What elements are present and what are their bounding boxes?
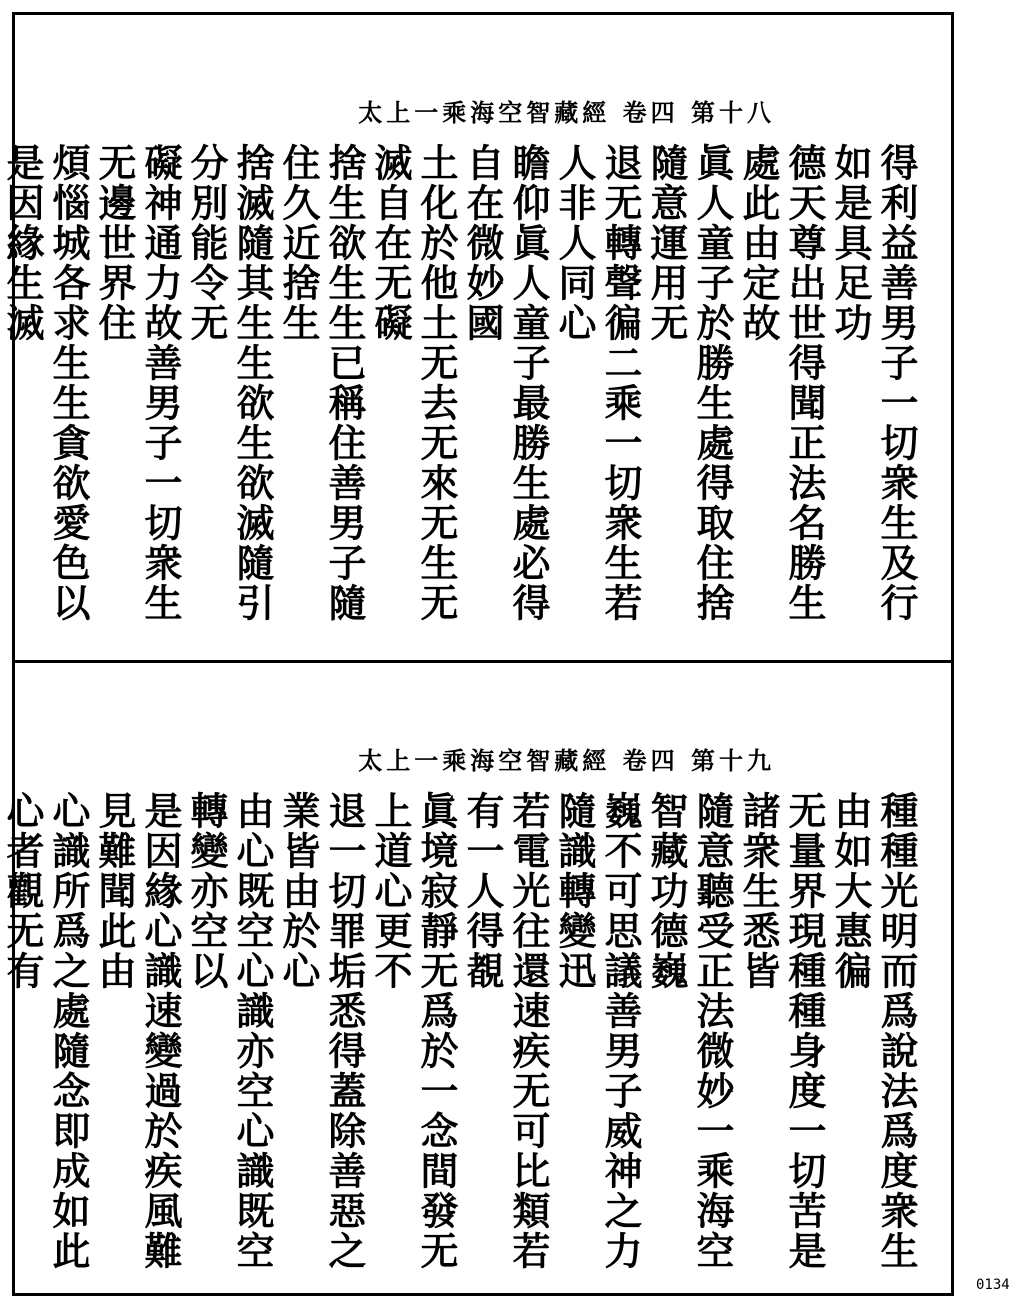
top-column: 瞻仰眞人童子最勝生處必得自在微妙國 <box>460 143 551 623</box>
bottom-column: 若電光往還速疾无可比類若有一人得覩 <box>460 791 551 1271</box>
top-column: 眞人童子於勝生處得取住捨隨意運用无 <box>644 143 735 623</box>
top-panel <box>0 15 951 660</box>
top-column: 德天尊出世得聞正法名勝生處此由定故 <box>736 143 827 623</box>
top-column: 退无轉聲徧二乘一切衆生若人非人同心 <box>552 143 643 623</box>
page-frame <box>0 12 954 1296</box>
top-column: 捨滅隨其生生欲生欲滅隨引分別能令无 <box>184 143 275 623</box>
bottom-body-text <box>0 791 919 1291</box>
bottom-column: 退一切罪垢悉得蓋除善惡之業皆由於心 <box>276 791 367 1271</box>
bottom-column: 種種光明而爲說法爲度衆生由如大惠徧 <box>828 791 919 1271</box>
bottom-column: 是因緣心識速變過於疾風難見難聞此由 <box>92 791 183 1271</box>
top-column: 得利益善男子一切衆生及行如是具足功 <box>828 143 919 623</box>
top-column: 礙神通力故善男子一切衆生无邊世界住 <box>92 143 183 623</box>
top-body-text <box>0 143 919 643</box>
bottom-column: 隨意聽受正法微妙一乘海空智藏功德巍 <box>644 791 735 1271</box>
bottom-column: 由心既空心識亦空心識既空轉變亦空以 <box>184 791 275 1271</box>
top-header <box>355 93 775 133</box>
bottom-column: 巍不可思議善男子威神之力隨識轉變迅 <box>552 791 643 1271</box>
top-column: 土化於他土无去无來无生无滅自在无礙 <box>368 143 459 623</box>
bottom-header <box>355 741 775 781</box>
bottom-header-text: 九十第 四卷 經藏智空海乘一上太 <box>358 746 775 775</box>
top-column: 捨生欲生生已稱住善男子隨住久近捨生 <box>276 143 367 623</box>
top-header-text: 八十第 四卷 經藏智空海乘一上太 <box>358 98 775 127</box>
top-column: 煩惱城各求生生貪欲愛色以是因緣生滅 <box>0 143 91 623</box>
bottom-column: 心識所爲之處隨念即成如此心者觀无有 <box>0 791 91 1271</box>
bottom-panel <box>0 660 951 1293</box>
bottom-column: 眞境寂靜无爲於一念間發无上道心更不 <box>368 791 459 1271</box>
bottom-column: 无量界現種種身度一切苦是諸衆生悉皆 <box>736 791 827 1271</box>
page-number: 0134 <box>976 1277 1010 1293</box>
